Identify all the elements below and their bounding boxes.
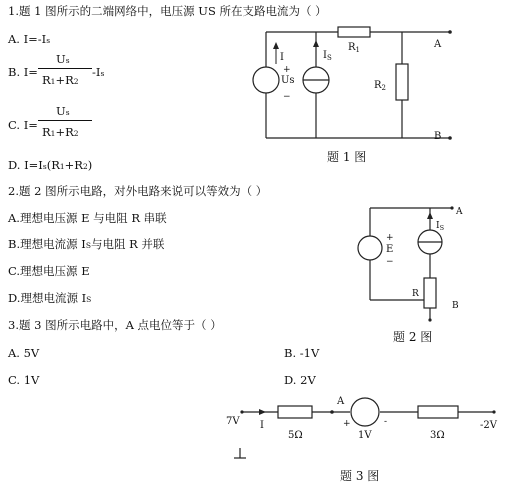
label-plus: + xyxy=(343,419,351,429)
label-3ohm: 3Ω xyxy=(430,430,445,441)
label-plus: + xyxy=(283,65,291,75)
label-neg2v: -2V xyxy=(480,420,497,431)
label-r: R xyxy=(412,289,419,299)
q2-option-b: B.理想电流源 IS与电阻 R 并联 xyxy=(8,237,165,251)
resistor-r2 xyxy=(396,64,408,100)
q2-figure-caption: 题 2 图 xyxy=(393,330,433,344)
label-is: $I_S$ xyxy=(323,50,332,62)
q2-option-d: D.理想电流源 IS xyxy=(8,291,92,305)
label-i: I xyxy=(280,52,284,63)
q1-option-c-prefix: C. I= xyxy=(8,118,38,132)
label-plus: + xyxy=(386,233,394,243)
q1-circuit-figure xyxy=(250,20,462,170)
arrow-up-icon xyxy=(273,42,279,49)
arrow-up-icon xyxy=(427,212,433,219)
label-r1: $R_1$ xyxy=(348,42,360,54)
q3-option-c: C. 1V xyxy=(8,373,40,387)
q1-option-b-fraction: Us R1+R2 xyxy=(38,52,94,92)
q2-question: 2.题 2 图所示电路，对外电路来说可以等效为（ ） xyxy=(8,184,268,198)
arrow-right-icon xyxy=(259,409,266,415)
label-7v: 7V xyxy=(226,416,240,427)
q1-option-a: A. I=-Is xyxy=(8,32,51,46)
q2-circuit-figure xyxy=(352,200,468,330)
label-r2: $R_2$ xyxy=(374,80,386,92)
label-minus: - xyxy=(384,417,388,427)
q2-option-c: C.理想电压源 E xyxy=(8,264,90,278)
label-5ohm: 5Ω xyxy=(288,430,303,441)
label-1v: 1V xyxy=(358,430,372,441)
q1-question: 1.题 1 图所示的二端网络中，电压源 US 所在支路电流为（ ） xyxy=(8,4,327,18)
label-us: Us xyxy=(281,75,295,86)
q3-circuit-figure xyxy=(222,392,508,464)
q3-figure-caption: 题 3 图 xyxy=(340,469,380,483)
label-is: $I_S$ xyxy=(436,221,445,232)
label-a: A xyxy=(337,396,345,407)
label-minus: − xyxy=(386,257,394,267)
q1-option-d: D. I=Is(R1+R2) xyxy=(8,158,93,172)
label-i: I xyxy=(260,420,264,431)
terminal-a: A xyxy=(434,39,442,50)
voltage-source-1v xyxy=(351,398,379,426)
q1-figure-caption: 题 1 图 xyxy=(327,150,367,164)
voltage-source-us xyxy=(253,67,279,93)
q1-option-b-prefix: B. I= xyxy=(8,65,38,79)
q2-option-a: A.理想电压源 E 与电阻 R 串联 xyxy=(8,211,167,225)
resistor-r xyxy=(424,278,436,308)
terminal-b: B xyxy=(434,131,442,142)
q3-option-b: B. -1V xyxy=(284,346,320,360)
voltage-source-e xyxy=(358,236,382,260)
resistor-5ohm xyxy=(278,406,312,418)
terminal-a: A xyxy=(456,207,463,217)
q3-question: 3.题 3 图所示电路中，A 点电位等于（ ） xyxy=(8,318,222,332)
resistor-r1 xyxy=(338,27,370,37)
ground-icon xyxy=(234,448,246,458)
resistor-3ohm xyxy=(418,406,458,418)
arrow-up-icon xyxy=(313,40,319,47)
q1-option-c-fraction: Us R1+R2 xyxy=(38,104,94,144)
q1-option-b-suffix: -Is xyxy=(92,65,105,79)
q3-option-a: A. 5V xyxy=(8,346,40,360)
label-minus: − xyxy=(283,92,291,102)
terminal-b: B xyxy=(452,301,459,311)
q3-option-d: D. 2V xyxy=(284,373,316,387)
label-e: E xyxy=(386,244,394,255)
